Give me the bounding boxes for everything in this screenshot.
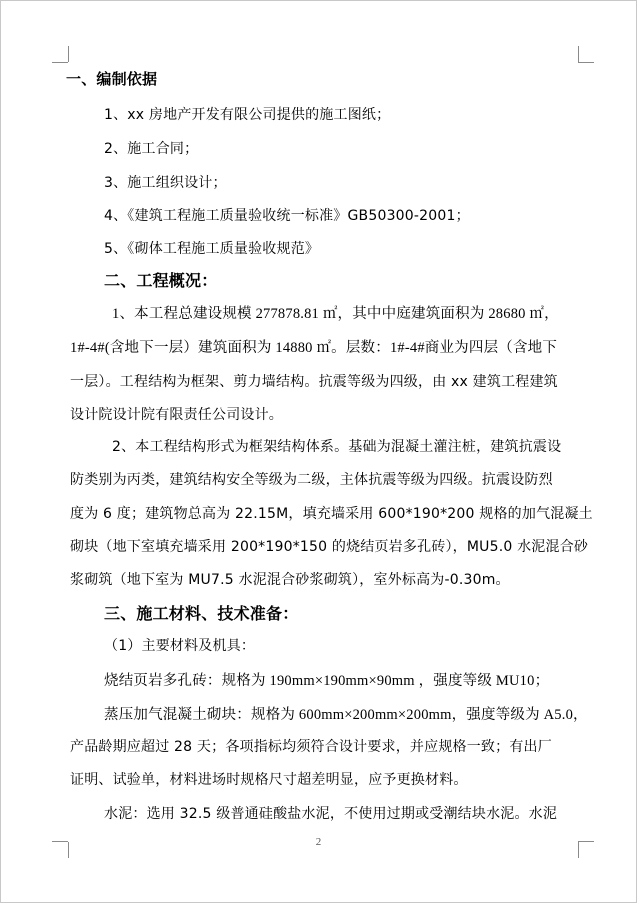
section2-p1-line1: 1、本工程总建设规模 277878.81 ㎡，其中中庭建筑面积为 28680 ㎡， xyxy=(112,306,559,322)
crop-mark-top-left-h xyxy=(52,62,68,63)
section1-item-4: 4、《建筑工程施工质量验收统一标准》GB50300-2001； xyxy=(104,208,470,224)
section3-brick: 烧结页岩多孔砖：规格为 190mm×190mm×90mm ，强度等级 MU10； xyxy=(104,673,550,689)
section3-title: 三、施工材料、技术准备： xyxy=(104,604,299,623)
section2-p2-line3: 度为 6 度；建筑物总高为 22.15M，填充墙采用 600*190*200 规格的加气混凝土 xyxy=(70,506,593,522)
section3-block-line3: 证明、试验单，材料进场时规格尺寸超差明显，应予更换材料。 xyxy=(70,772,468,788)
crop-mark-top-right-h xyxy=(578,62,594,63)
section3-cement: 水泥：选用 32.5 级普通硅酸盐水泥，不使用过期或受潮结块水泥。水泥 xyxy=(104,806,558,822)
crop-mark-top-right-v xyxy=(578,46,579,62)
section2-p1-line3: 一层）。工程结构为框架、剪力墙结构。抗震等级为四级，由 xx 建筑工程建筑 xyxy=(70,374,558,390)
section2-p2-line2: 防类别为丙类，建筑结构安全等级为二级，主体抗震等级为四级。抗震设防烈 xyxy=(70,472,553,488)
section1-item-3: 3、施工组织设计； xyxy=(104,175,227,191)
section3-subtitle: （1）主要材料及机具： xyxy=(104,638,256,654)
section2-p1-line4: 设计院设计院有限责任公司设计。 xyxy=(70,407,283,423)
page-number: 2 xyxy=(315,836,322,848)
section2-p2-line1: 2、本工程结构形式为框架结构体系。基础为混凝土灌注桩，建筑抗震设 xyxy=(112,439,562,455)
section2-p2-line5: 浆砌筑（地下室为 MU7.5 水泥混合砂浆砌筑），室外标高为-0.30m。 xyxy=(70,572,510,588)
section3-block-line2: 产品龄期应超过 28 天；各项指标均须符合设计要求，并应规格一致；有出厂 xyxy=(70,739,552,755)
section2-title: 二、工程概况： xyxy=(104,271,218,290)
section2-p2-line4: 砌块（地下室填充墙采用 200*190*150 的烧结页岩多孔砖），MU5.0 水泥混合砂 xyxy=(70,539,589,555)
section1-item-2: 2、施工合同； xyxy=(104,141,199,157)
section1-item-5: 5、《砌体工程施工质量验收规范》 xyxy=(104,241,320,257)
section1-title: 一、编制依据 xyxy=(66,70,158,88)
crop-mark-top-left-v xyxy=(68,46,69,62)
section1-item-1: 1、xx 房地产开发有限公司提供的施工图纸； xyxy=(104,107,391,123)
section3-block-line1: 蒸压加气混凝土砌块：规格为 600mm×200mm×200mm，强度等级为 A5.0， xyxy=(104,707,588,723)
section2-p1-line2: 1#-4#(含地下一层）建筑面积为 14880 ㎡。层数：1#-4#商业为四层（含地下 xyxy=(70,340,558,356)
